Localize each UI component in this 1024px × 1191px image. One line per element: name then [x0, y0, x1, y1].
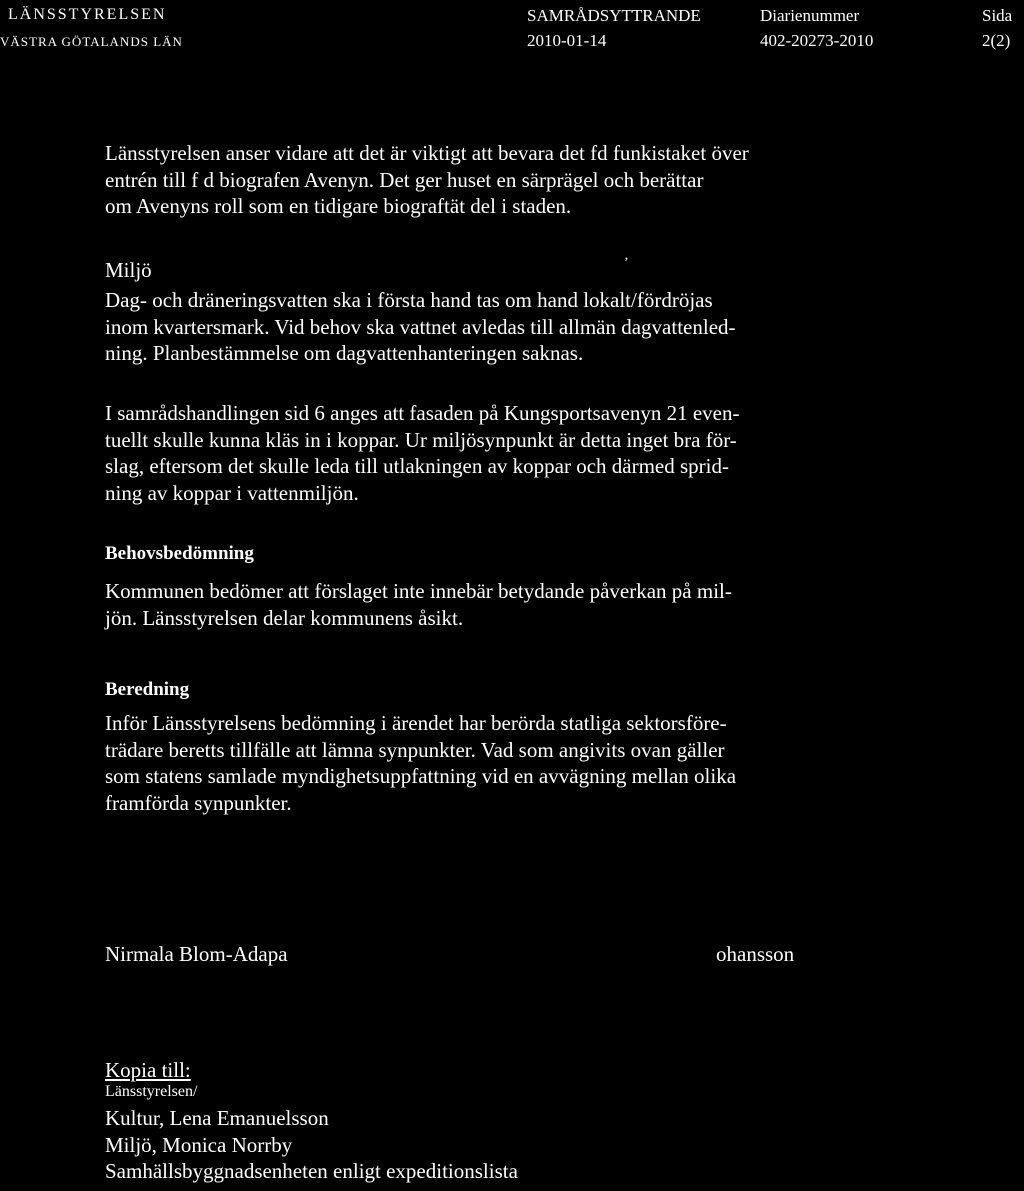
stray-mark: ‚: [624, 248, 629, 263]
copy-item: Miljö, Monica Norrby: [105, 1132, 293, 1157]
beredning-heading: Beredning: [105, 679, 190, 700]
org-name: LÄNSSTYRELSEN: [8, 6, 167, 23]
text-line: som statens samlade myndighetsuppfattning vid en avvägning mellan olika: [105, 764, 737, 788]
copy-item: Länsstyrelsen/: [105, 1083, 198, 1100]
diarie-label: Diarienummer: [760, 6, 860, 25]
copy-label: Kopia till:: [105, 1058, 191, 1082]
text-line: I samrådshandlingen sid 6 anges att fasaden på Kungsportsavenyn 21 even-: [105, 401, 740, 425]
paragraph-behovsbedomning: [105, 578, 732, 631]
text-line: ning. Planbestämmelse om dagvattenhanteringen saknas.: [105, 341, 584, 365]
paragraph-dagvatten: [105, 287, 736, 367]
copy-item: Kultur, Lena Emanuelsson: [105, 1106, 329, 1130]
text-line: slag, eftersom det skulle leda till utlakningen av koppar och därmed sprid-: [105, 454, 729, 478]
text-line: Kommunen bedömer att förslaget inte innebär betydande påverkan på mil-: [105, 579, 732, 603]
paragraph-funkistak: [105, 140, 749, 220]
miljo-heading: Miljö: [105, 258, 152, 282]
text-line: jön. Länsstyrelsen delar kommunens åsikt.: [105, 605, 464, 630]
doc-type: SAMRÅDSYTTRANDE: [527, 6, 701, 25]
signature-left: Nirmala Blom-Adapa: [105, 942, 288, 966]
doc-date: 2010-01-14: [527, 31, 607, 50]
behovsbedomning-heading: Behovsbedömning: [105, 543, 254, 564]
text-line: trädare beretts tillfälle att lämna synpunkter. Vad som angivits ovan gäller: [105, 737, 725, 762]
org-region: VÄSTRA GÖTALANDS LÄN: [0, 34, 183, 49]
text-line: entrén till f d biografen Avenyn. Det ger huset en särprägel och berättar: [105, 167, 704, 192]
text-line: Inför Länsstyrelsens bedömning i ärendet har berörda statliga sektorsföre-: [105, 711, 727, 735]
signature-right: ohansson: [716, 942, 795, 966]
text-line: tuellt skulle kunna kläs in i koppar. Ur miljösynpunkt är detta inget bra för-: [105, 427, 737, 452]
paragraph-koppar: [105, 400, 740, 506]
copy-list: [105, 1105, 518, 1185]
paragraph-beredning: [105, 710, 736, 816]
text-line: ning av koppar i vattenmiljön.: [105, 480, 359, 505]
text-line: Dag- och dräneringsvatten ska i första hand tas om hand lokalt/fördröjas: [105, 288, 713, 312]
text-line: Länsstyrelsen anser vidare att det är viktigt att bevara det fd funkistaket över: [105, 141, 749, 165]
page-number: 2(2): [982, 31, 1011, 50]
text-line: om Avenyns roll som en tidigare biograftät del i staden.: [105, 194, 572, 218]
copy-item: Samhällsbyggnadsenheten enligt expeditionslista: [105, 1159, 518, 1183]
text-line: inom kvartersmark. Vid behov ska vattnet avledas till allmän dagvattenled-: [105, 314, 736, 339]
diarie-number: 402-20273-2010: [760, 31, 874, 50]
page-label: Sida: [982, 6, 1013, 25]
text-line: framförda synpunkter.: [105, 790, 292, 815]
